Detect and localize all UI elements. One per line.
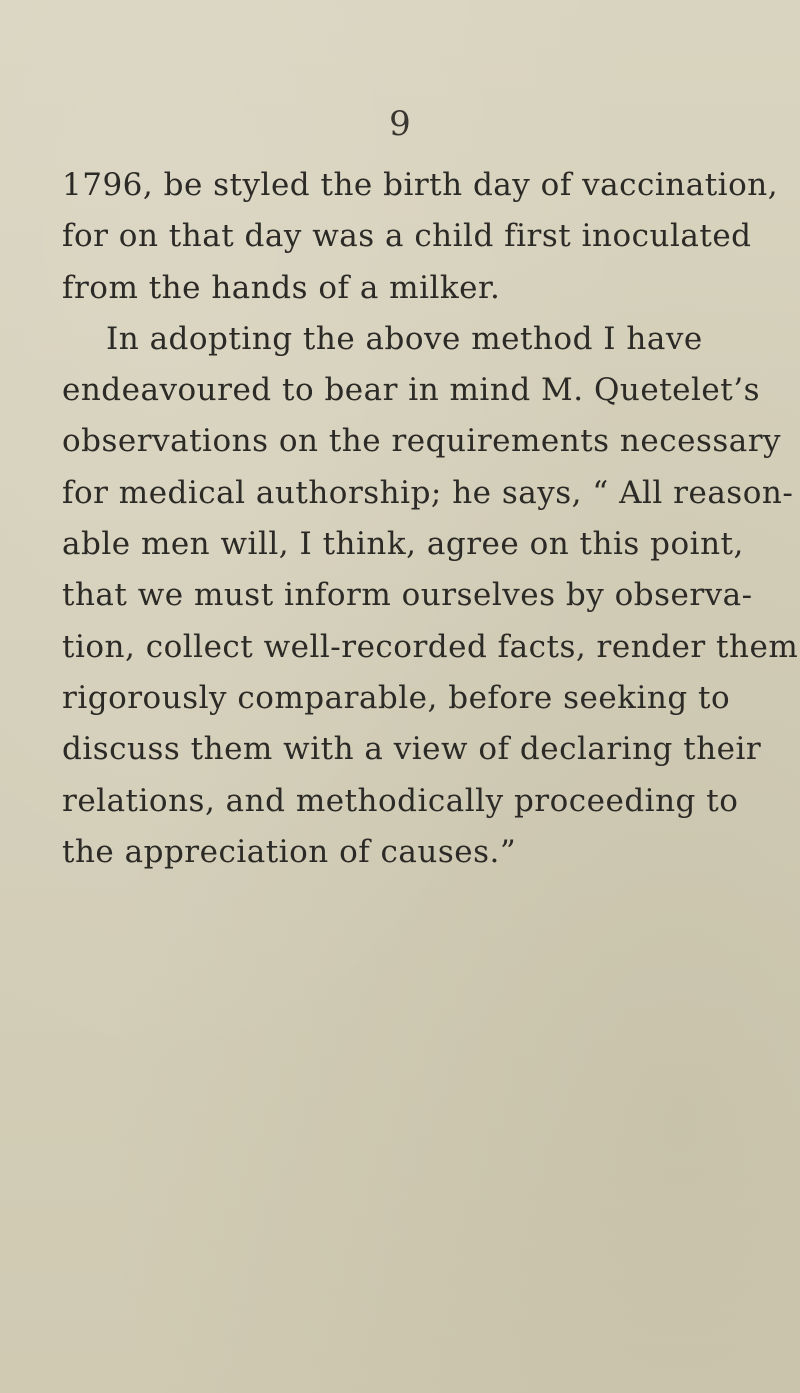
text-line: observations on the requirements necessary (62, 423, 782, 460)
text-line: discuss them with a view of declaring their (62, 731, 762, 768)
text-line: the appreciation of causes.” (62, 833, 517, 870)
text-line: from the hands of a milker. (62, 269, 501, 306)
text-line: tion, collect well-recorded facts, render them (62, 628, 799, 665)
page-number: 9 (389, 104, 411, 144)
text-line: endeavoured to bear in mind M. Quetelet’s (62, 372, 760, 409)
text-line: for medical authorship; he says, “ All reason- (62, 474, 794, 511)
text-line: relations, and methodically proceeding to (62, 782, 739, 819)
body-text (62, 160, 799, 878)
text-line: rigorously comparable, before seeking to (62, 679, 731, 716)
text-line: that we must inform ourselves by observa- (62, 577, 753, 614)
text-line: able men will, I think, agree on this point, (62, 526, 744, 563)
text-line: In adopting the above method I have (106, 320, 703, 357)
text-line: for on that day was a child first inoculated (62, 218, 752, 255)
text-line: 1796, be styled the birth day of vaccination, (62, 167, 779, 203)
